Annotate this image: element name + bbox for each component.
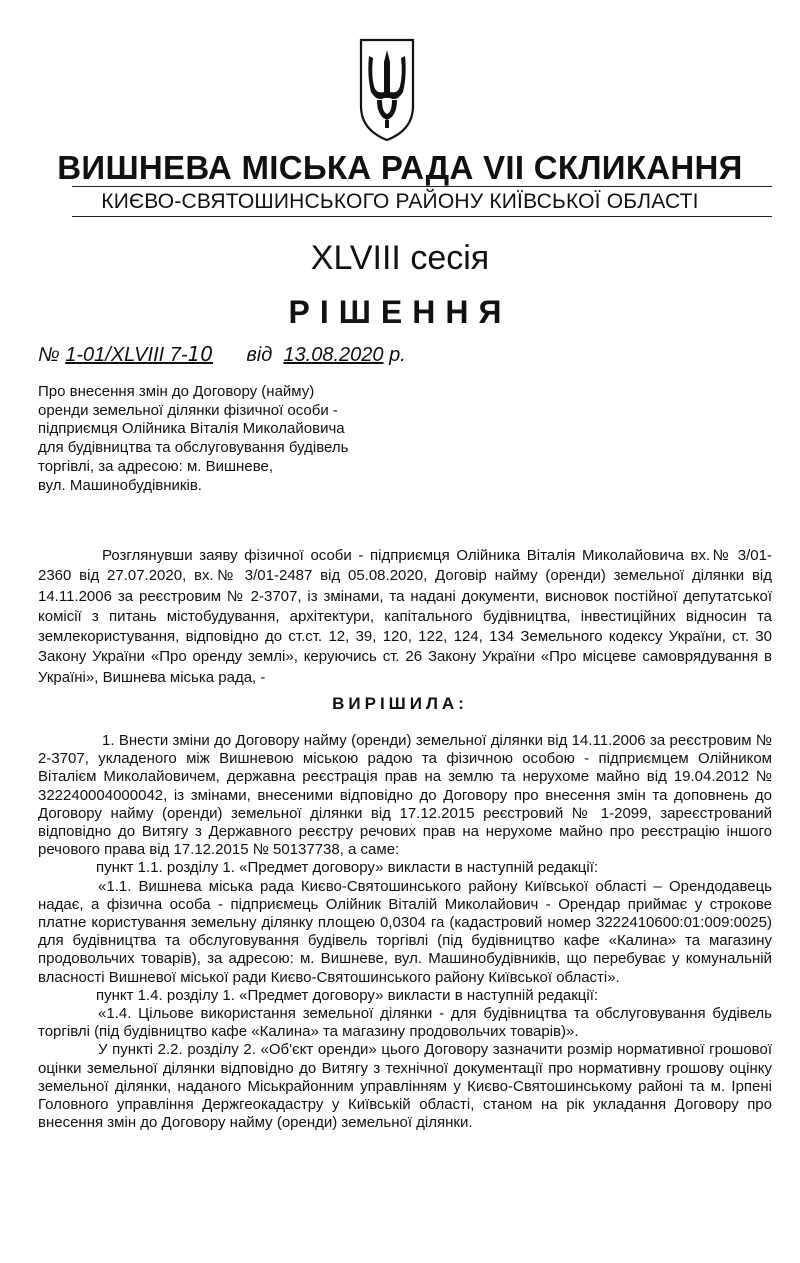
document-title: РІШЕННЯ	[288, 294, 512, 330]
council-name: ВИШНЕВА МІСЬКА РАДА VII СКЛИКАННЯ	[57, 149, 743, 186]
subject-line: підприємця Олійника Віталія Миколайовича	[38, 420, 345, 438]
clause-1-1-text: «1.1. Вишнева міська рада Києво-Святошинського району Київської області – Орендодавець надає, а фізична особа - підприємець Олійник Віталій Миколайович - Орендар приймає у строкове платне користування земельну ділянку площею 0,0304 га (кадастровий номер 3222410600:01:009:0025) для будівництва та обслуговування будівель торгівлі (під будівництво кафе «Калина» та магазину продовольчих товарів), за адресою: м. Вишневе, вул. Машинобудівників, що перебуває у комунальній власності Вишневої міської ради Києво-Святошинського району Київської області».	[38, 877, 772, 986]
decision-number-handwritten: 10	[187, 342, 213, 366]
date-label: від	[246, 344, 273, 366]
district-name: КИЄВО-СВЯТОШИНСЬКОГО РАЙОНУ КИЇВСЬКОЇ ОБЛАСТІ	[101, 190, 699, 213]
decision-date: 13.08.2020	[283, 344, 384, 366]
subject-line: вул. Машинобудівників.	[38, 476, 202, 494]
decision-subject	[38, 383, 372, 495]
item-1-paragraph: 1. Внести зміни до Договору найму (оренди) земельної ділянки від 14.11.2006 за реєстровим № 2-3707, укладеного між Вишневою міською радою та фізичною особою - підприємцем Олійником Віталієм Миколайовичем, державна реєстрація прав на землю та нерухоме майно від 19.04.2012 № 322240004000042, із змінами, внесеними відповідно до Договору про внесення змін та доповнень до Договору найму (оренди) земельної ділянки від 17.12.2015 реєстровий № 1-2099, зареєстрований відповідно до Витягу з Державного реєстру речових прав на нерухоме майно про реєстрацію іншого речового права від 17.12.2015 № 50137738, а саме:	[38, 732, 772, 859]
header-rule-bottom	[72, 216, 772, 217]
session-title: XLVIII сесія	[310, 239, 490, 277]
decision-number-value: 1-01/XLVIII 7-	[65, 344, 188, 366]
clause-1-1-intro: пункт 1.1. розділу 1. «Предмет договору» викласти в наступній редакції:	[96, 859, 599, 877]
number-label: №	[38, 344, 60, 366]
subject-line: для будівництва та обслуговування будівель	[38, 439, 349, 457]
preamble-paragraph: Розглянувши заяву фізичної особи - підприємця Олійника Віталія Миколайовича вх.№ 3/01-2360 від 27.07.2020, вх.№ 3/01-2487 від 05.08.2020, Договір найму (оренди) земельної ділянки від 14.11.2006 за реєстровим № 2-3707, із змінами, та надані документи, висновок постійної депутатської комісії з питань містобудування, архітектури, капітального будівництва, інвестиційних відносин та землекористування, відповідно до ст.ст. 12, 39, 120, 122, 124, 134 Земельного кодексу України, ст. 30 Закону України «Про оренду землі», керуючись ст. 26 Закону України «Про місцеве самоврядування в Україні», Вишнева міська рада, -	[38, 547, 772, 686]
clause-2-2-text: У пункті 2.2. розділу 2. «Об'єкт оренди» цього Договору зазначити розмір нормативної грошової оцінки земельної ділянки відповідно до Витягу з технічної документації про нормативну грошову оцінку земельної ділянки, наданого Міськрайонним управлінням у Києво-Святошинському районі та м. Ірпені Головного управління Держгеокадастру у Київській області, станом на рік укладання Договору про внесення змін до Договору найму (оренди) земельної ділянки.	[38, 1041, 772, 1132]
year-suffix: р.	[389, 344, 406, 366]
clause-1-4-text: «1.4. Цільове використання земельної ділянки - для будівництва та обслуговування будівель торгівлі (під будівництво кафе «Калина» та магазину продовольчих товарів)».	[38, 1005, 772, 1041]
subject-line: Про внесення змін до Договору (найму)	[38, 383, 315, 400]
subject-line: торгівлі, за адресою: м. Вишневе,	[38, 457, 273, 475]
decision-body	[38, 732, 772, 1132]
trident-coat-of-arms-icon	[355, 36, 419, 142]
subject-line: оренди земельної ділянки фізичної особи -	[38, 401, 338, 419]
decision-number-line	[38, 340, 406, 369]
clause-1-4-intro: пункт 1.4. розділу 1. «Предмет договору» викласти в наступній редакції:	[96, 986, 599, 1004]
decision-number	[65, 344, 213, 366]
resolved-heading: ВИРІШИЛА:	[332, 694, 468, 713]
header-rule-top	[72, 186, 772, 187]
